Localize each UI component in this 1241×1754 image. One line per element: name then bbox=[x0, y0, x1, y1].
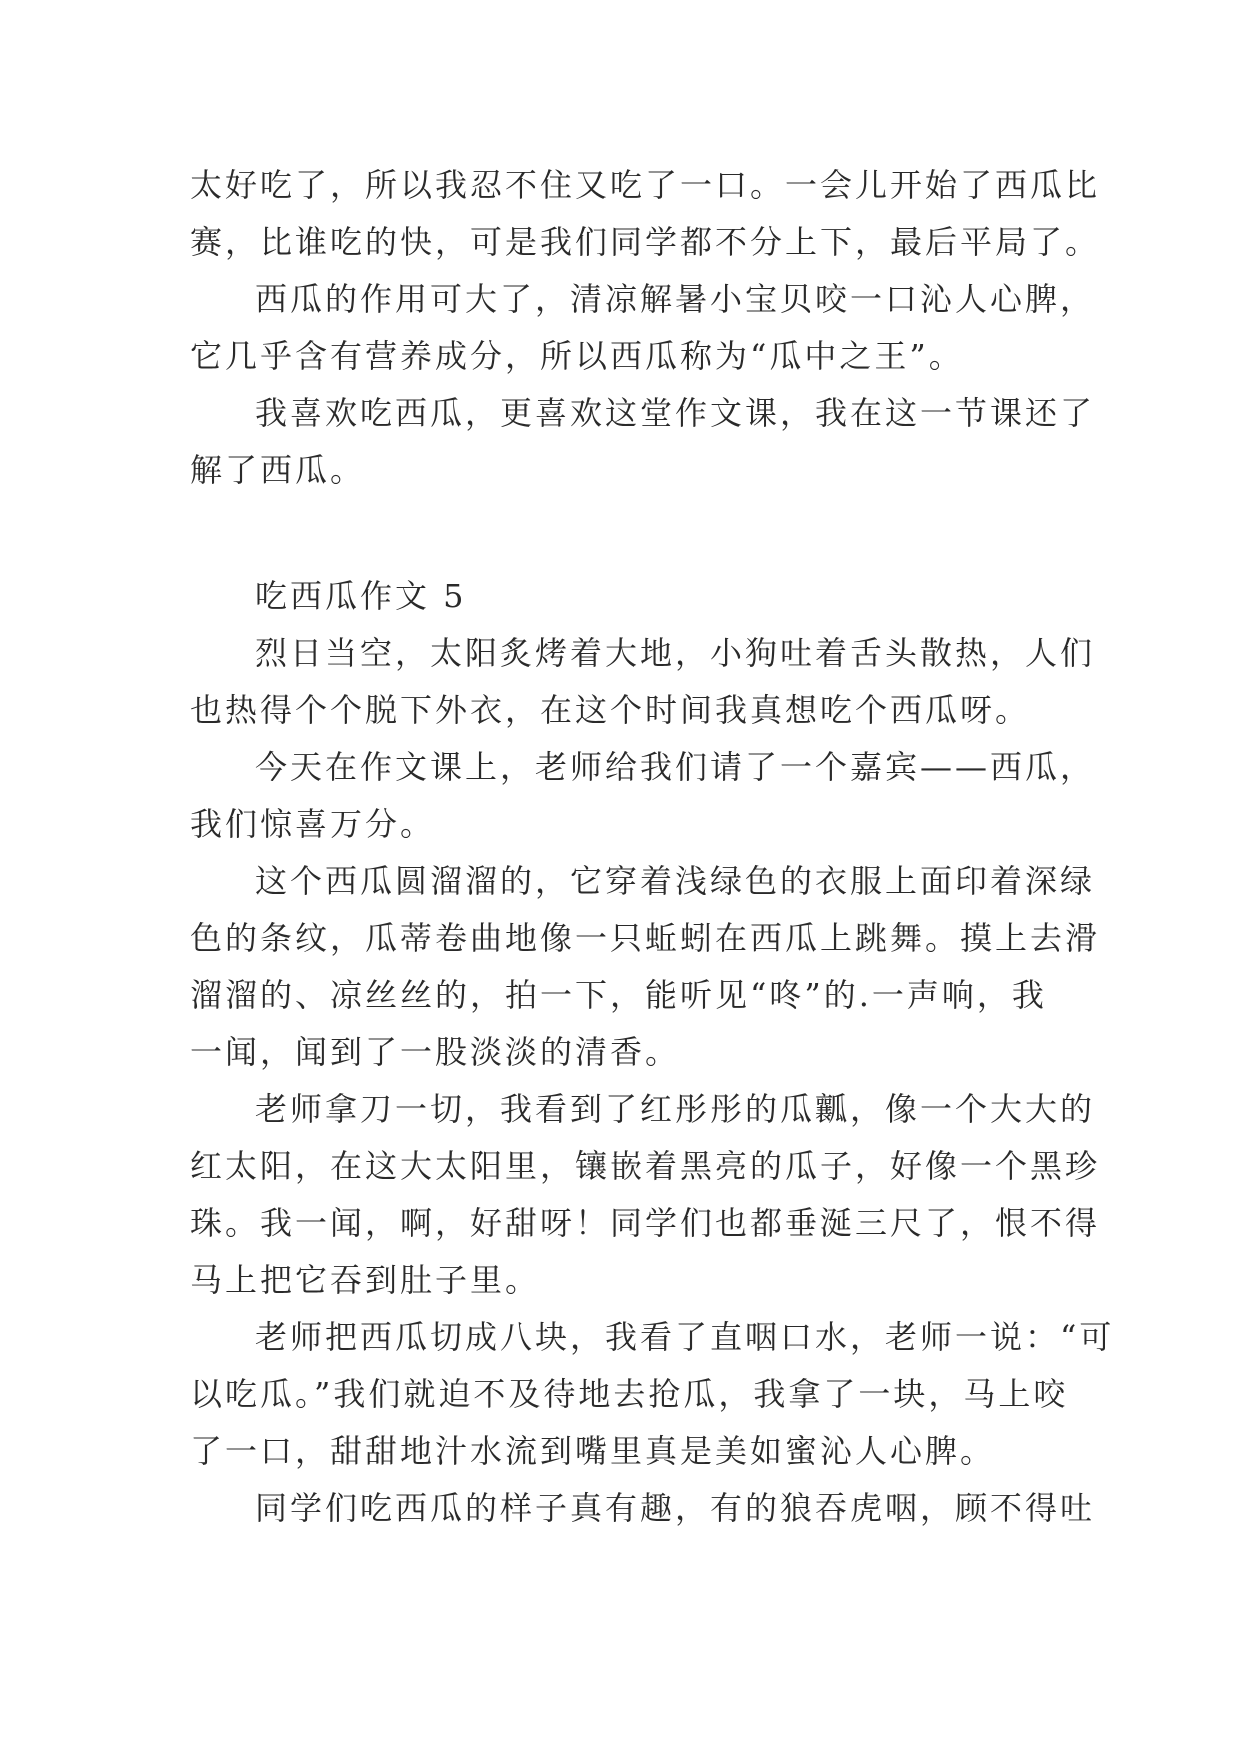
text-line: 太好吃了，所以我忍不住又吃了一口。一会儿开始了西瓜比 bbox=[190, 166, 1101, 204]
text-line: 溜溜的、凉丝丝的，拍一下，能听见“咚”的.一声响，我 bbox=[190, 976, 1047, 1014]
section-heading: 吃西瓜作文 5 bbox=[255, 577, 467, 615]
paragraph-start-line: 这个西瓜圆溜溜的，它穿着浅绿色的衣服上面印着深绿 bbox=[255, 862, 1096, 900]
paragraph-start-line: 老师拿刀一切，我看到了红彤彤的瓜瓤，像一个大大的 bbox=[255, 1090, 1096, 1128]
paragraph-start-line: 我喜欢吃西瓜，更喜欢这堂作文课，我在这一节课还了 bbox=[255, 394, 1096, 432]
text-line: 马上把它吞到肚子里。 bbox=[190, 1261, 541, 1299]
paragraph-start-line: 同学们吃西瓜的样子真有趣，有的狼吞虎咽，顾不得吐 bbox=[255, 1489, 1096, 1527]
text-line: 也热得个个脱下外衣，在这个时间我真想吃个西瓜呀。 bbox=[190, 691, 1031, 729]
text-line: 红太阳，在这大太阳里，镶嵌着黑亮的瓜子，好像一个黑珍 bbox=[190, 1147, 1101, 1185]
text-line: 赛，比谁吃的快，可是我们同学都不分上下，最后平局了。 bbox=[190, 223, 1101, 261]
paragraph-start-line: 今天在作文课上，老师给我们请了一个嘉宾——西瓜， bbox=[255, 748, 1096, 786]
text-line: 我们惊喜万分。 bbox=[190, 805, 436, 843]
text-line: 以吃瓜。”我们就迫不及待地去抢瓜，我拿了一块，马上咬 bbox=[190, 1375, 1069, 1413]
text-line: 了一口，甜甜地汁水流到嘴里真是美如蜜沁人心脾。 bbox=[190, 1432, 996, 1470]
text-line: 一闻，闻到了一股淡淡的清香。 bbox=[190, 1033, 681, 1071]
text-line: 色的条纹，瓜蒂卷曲地像一只蚯蚓在西瓜上跳舞。摸上去滑 bbox=[190, 919, 1101, 957]
paragraph-start-line: 西瓜的作用可大了，清凉解暑小宝贝咬一口沁人心脾， bbox=[255, 280, 1096, 318]
paragraph-start-line: 烈日当空，太阳炙烤着大地，小狗吐着舌头散热，人们 bbox=[255, 634, 1096, 672]
text-line: 解了西瓜。 bbox=[190, 451, 366, 489]
text-line: 它几乎含有营养成分，所以西瓜称为“瓜中之王”。 bbox=[190, 337, 964, 375]
paragraph-start-line: 老师把西瓜切成八块，我看了直咽口水，老师一说：“可 bbox=[255, 1318, 1115, 1356]
text-line: 珠。我一闻，啊，好甜呀！同学们也都垂涎三尺了，恨不得 bbox=[190, 1204, 1101, 1242]
